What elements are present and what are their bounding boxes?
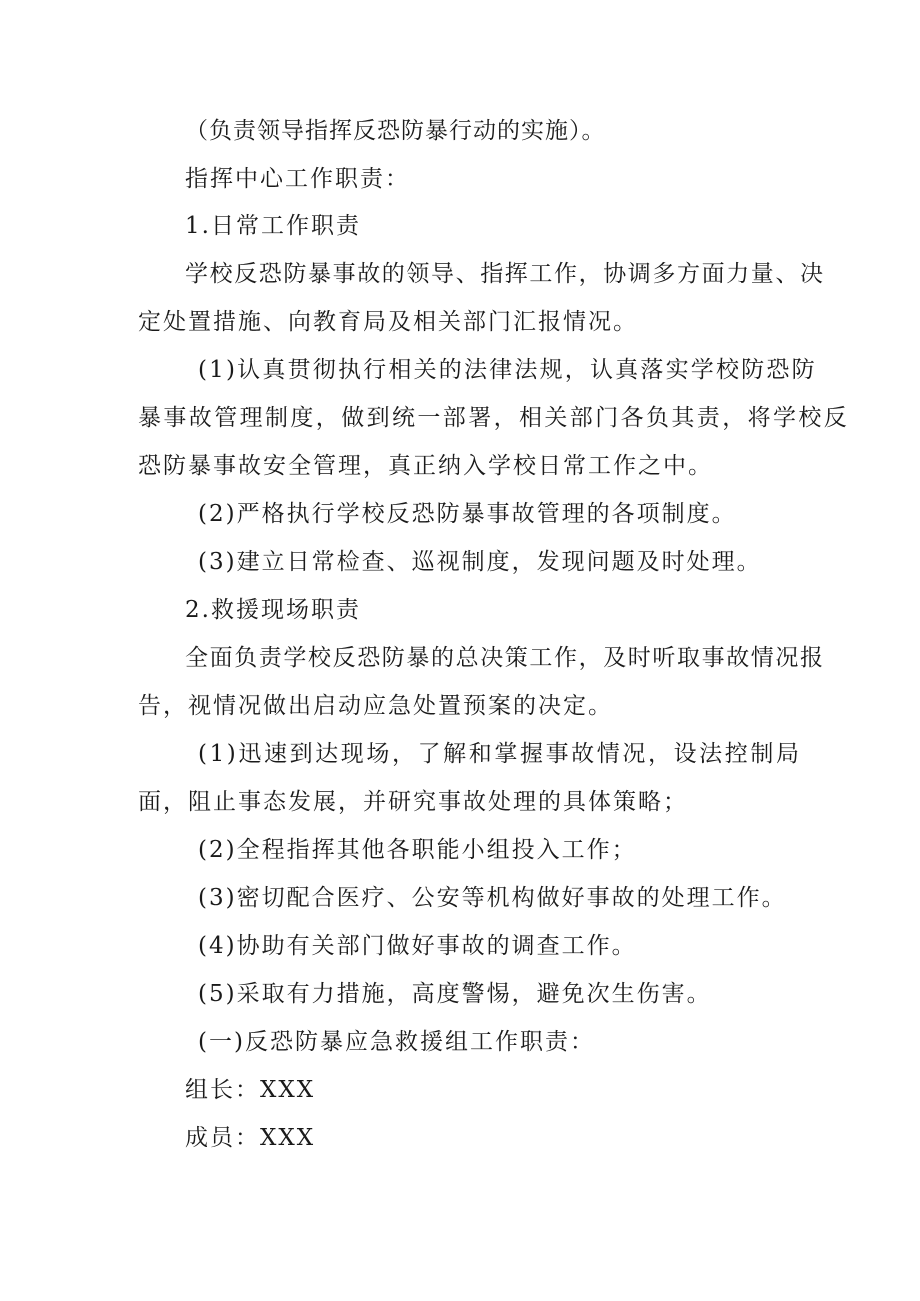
paragraph-line: （负责领导指挥反恐防暴行动的实施）。: [185, 118, 606, 144]
paragraph-line: 面，阻止事态发展，并研究事故处理的具体策略；: [138, 789, 688, 815]
section-heading: 1.日常工作职责: [185, 213, 361, 239]
paragraph-line: 告，视情况做出启动应急处置预案的决定。: [138, 693, 613, 719]
list-item: (4)协助有关部门做好事故的调查工作。: [198, 933, 637, 959]
team-leader: 组长：XXX: [185, 1077, 316, 1103]
team-members: 成员：XXX: [185, 1125, 316, 1151]
list-item: (2)严格执行学校反恐防暴事故管理的各项制度。: [198, 501, 737, 527]
paragraph-line: 暴事故管理制度，做到统一部署，相关部门各负其责，将学校反: [138, 405, 850, 431]
list-item: (3)建立日常检查、巡视制度，发现问题及时处理。: [198, 549, 762, 575]
paragraph-line: 指挥中心工作职责：: [185, 166, 410, 192]
paragraph-line: 学校反恐防暴事故的领导、指挥工作，协调多方面力量、决: [185, 261, 825, 287]
list-item: (2)全程指挥其他各职能小组投入工作；: [198, 837, 637, 863]
list-item: (1)认真贯彻执行相关的法律法规，认真落实学校防恐防: [198, 357, 817, 383]
section-heading: (一)反恐防暴应急救援组工作职责：: [198, 1029, 595, 1055]
list-item: (3)密切配合医疗、公安等机构做好事故的处理工作。: [198, 885, 787, 911]
paragraph-line: 全面负责学校反恐防暴的总决策工作，及时听取事故情况报: [185, 645, 825, 671]
paragraph-line: 定处置措施、向教育局及相关部门汇报情况。: [138, 309, 638, 335]
paragraph-line: 恐防暴事故安全管理，真正纳入学校日常工作之中。: [138, 453, 713, 479]
section-heading: 2.救援现场职责: [185, 597, 361, 623]
list-item: (1)迅速到达现场，了解和掌握事故情况，设法控制局: [198, 741, 802, 767]
list-item: (5)采取有力措施，高度警惕，避免次生伤害。: [198, 981, 712, 1007]
